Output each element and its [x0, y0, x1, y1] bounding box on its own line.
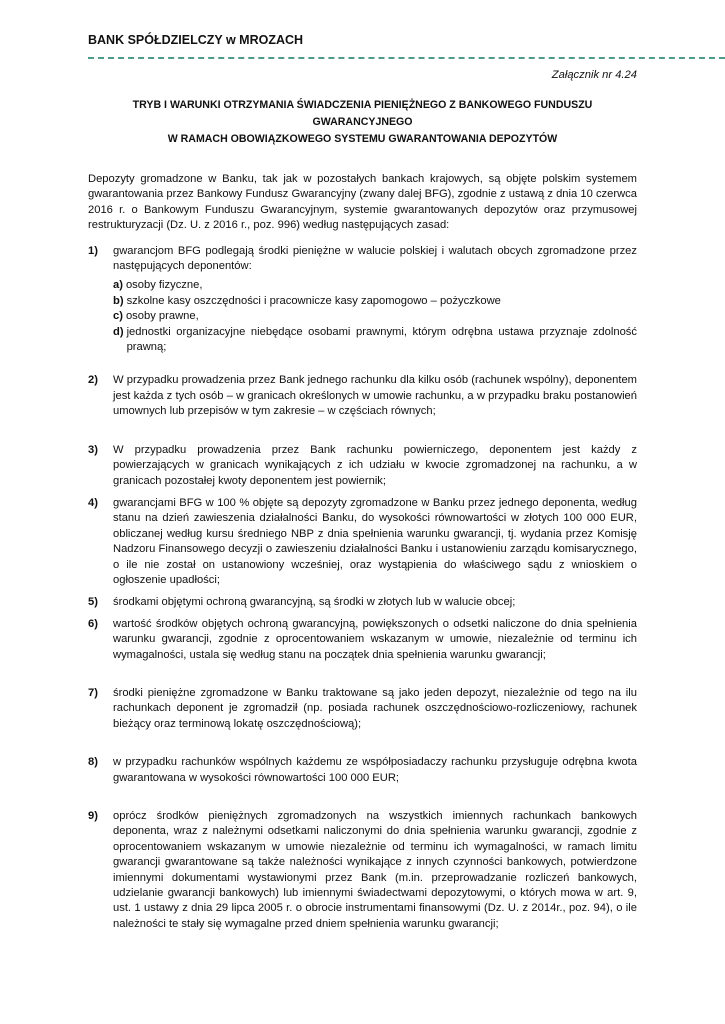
item-content: [113, 244, 637, 356]
bank-name-header: BANK SPÓŁDZIELCZY w MROZACH: [88, 33, 304, 47]
sub-item: [113, 278, 637, 293]
title-line-2: W RAMACH OBOWIĄZKOWEGO SYSTEMU GWARANTOWANIA DEPOZYTÓW: [167, 133, 558, 145]
document-body: [88, 172, 637, 932]
list-item: [88, 373, 637, 419]
sub-item: [113, 309, 637, 324]
item-text: gwarancjami BFG w 100 % objęte są depozyty zgromadzone w Banku przez jednego deponenta, według stanu na dzień zawieszenia działalności Banku, do wysokości równowartości w złotych 100 000 EUR, obliczanej według kursu średniego NBP z dnia spełnienia warunku gwarancji, tj. wydania przez Komisję Nadzoru Finansowego decyzji o zawieszeniu działalności Banku i ustanowieniu zarządu komisarycznego, o ile nie został on ustanowiony wcześniej, oraz wystąpienia do właściwego sądu z wnioskiem o ogłoszenie upadłości;: [113, 496, 637, 586]
attachment-number: Załącznik nr 4.24: [551, 69, 637, 81]
list-item: [88, 443, 637, 489]
item-number: 7): [88, 686, 98, 699]
sub-item-letter: c): [113, 310, 123, 323]
item-number: 8): [88, 756, 98, 769]
sub-item-letter: b): [113, 294, 124, 307]
list-item: [88, 595, 637, 610]
sub-item: [113, 325, 637, 356]
list-item: [88, 496, 637, 588]
item-text: środkami objętymi ochroną gwarancyjną, są środki w złotych lub w walucie obcej;: [113, 596, 516, 609]
header-divider: [88, 57, 725, 59]
sub-list: [113, 278, 637, 355]
sub-item-letter: a): [113, 279, 123, 292]
item-number: 3): [88, 443, 98, 456]
item-number: 4): [88, 496, 98, 509]
document-title: [88, 97, 637, 148]
item-number: 1): [88, 244, 98, 257]
sub-item-text: jednostki organizacyjne niebędące osobami prawnymi, którym odrębna ustawa przyznaje zdolność prawną;: [126, 325, 637, 354]
item-text: środki pieniężne zgromadzone w Banku traktowane są jako jeden depozyt, niezależnie od tego na ilu rachunkach deponent je zgromadził (np. posiada rachunek oszczędnościowo-rozliczeniowy, rachunek bieżący oraz terminową lokatę oszczędnościową);: [113, 686, 637, 730]
list-item: [88, 686, 637, 732]
item-number: 2): [88, 374, 98, 387]
item-text: gwarancjom BFG podlegają środki pieniężne w walucie polskiej i walutach obcych zgromadzone przez następujących deponentów:: [113, 244, 637, 273]
item-text: W przypadku prowadzenia przez Bank jednego rachunku dla kilku osób (rachunek wspólny), deponentem jest każda z tych osób – w granicach określonych w umowie rachunku, a w przypadku braku postanowień umownych lub przepisów w tym zakresie – w częściach równych;: [113, 374, 637, 418]
sub-item-text: szkolne kasy oszczędności i pracownicze kasy zapomogowo – pożyczkowe: [126, 294, 501, 307]
item-text: wartość środków objętych ochroną gwarancyjną, powiększonych o odsetki naliczone do dnia spełnienia warunku gwarancji, zgodnie z oprocentowaniem wskazanym w umowie, niezależnie od terminu ich wymagalności, ustala się według stanu na początek dnia spełnienia warunku gwarancji;: [113, 617, 637, 661]
intro-paragraph: Depozyty gromadzone w Banku, tak jak w pozostałych bankach krajowych, są objęte polskim systemem gwarantowania przez Bankowy Fundusz Gwarancyjny (zwany dalej BFG), zgodnie z ustawą z dnia 10 czerwca 2016 r. o Bankowym Funduszu Gwarancyjnym, systemie gwarantowanych depozytów oraz przymusowej restrukturyzacji (Dz. U. z 2016 r., poz. 996) według następujących zasad:: [88, 173, 637, 232]
title-line-1: TRYB I WARUNKI OTRZYMANIA ŚWIADCZENIA PIENIĘŻNEGO Z BANKOWEGO FUNDUSZU GWARANCYJNEGO: [132, 99, 593, 128]
list-item: [88, 755, 637, 786]
item-text: W przypadku prowadzenia przez Bank rachunku powierniczego, deponentem jest każdy z powierzających w granicach wynikających z ich udziału w kwocie zgromadzonej na rachunku, a w granicach pozostałej kwoty deponentem jest powiernik;: [113, 443, 637, 487]
sub-item: [113, 294, 637, 309]
item-text: oprócz środków pieniężnych zgromadzonych na wszystkich imiennych rachunkach bankowych deponenta, wraz z należnymi odsetkami naliczonymi do dnia spełnienia warunku gwarancji, zgodnie z oprocentowaniem wskazanym w umowie niezależnie od terminu ich wymagalności, w ramach limitu gwarancji gwarantowane są także należności wynikające z innych czynności bankowych, potwierdzone imiennymi dokumentami wystawionymi przez Bank (m.in. przeprowadzanie rozliczeń bankowych, udzielanie gwarancji bankowych) lub imiennymi świadectwami depozytowymi, o których mowa w art. 9, ust. 1 ustawy z dnia 29 lipca 2005 r. o obrocie instrumentami finansowymi (Dz. U. z 2014r., poz. 94), o ile należności te stały się wymagalne przed dniem spełnienia warunku gwarancji;: [113, 810, 637, 930]
item-number: 6): [88, 617, 98, 630]
item-number: 5): [88, 596, 98, 609]
list-item: [88, 809, 637, 932]
sub-item-text: osoby fizyczne,: [125, 279, 203, 292]
item-text: w przypadku rachunków wspólnych każdemu ze współposiadaczy rachunku przysługuje odrębna kwota gwarantowana w wysokości równowartości 100 000 EUR;: [113, 756, 637, 784]
item-number: 9): [88, 810, 98, 822]
list-item: [88, 617, 637, 663]
sub-item-text: osoby prawne,: [125, 310, 199, 323]
list-item: [88, 244, 637, 356]
sub-item-letter: d): [113, 325, 124, 338]
